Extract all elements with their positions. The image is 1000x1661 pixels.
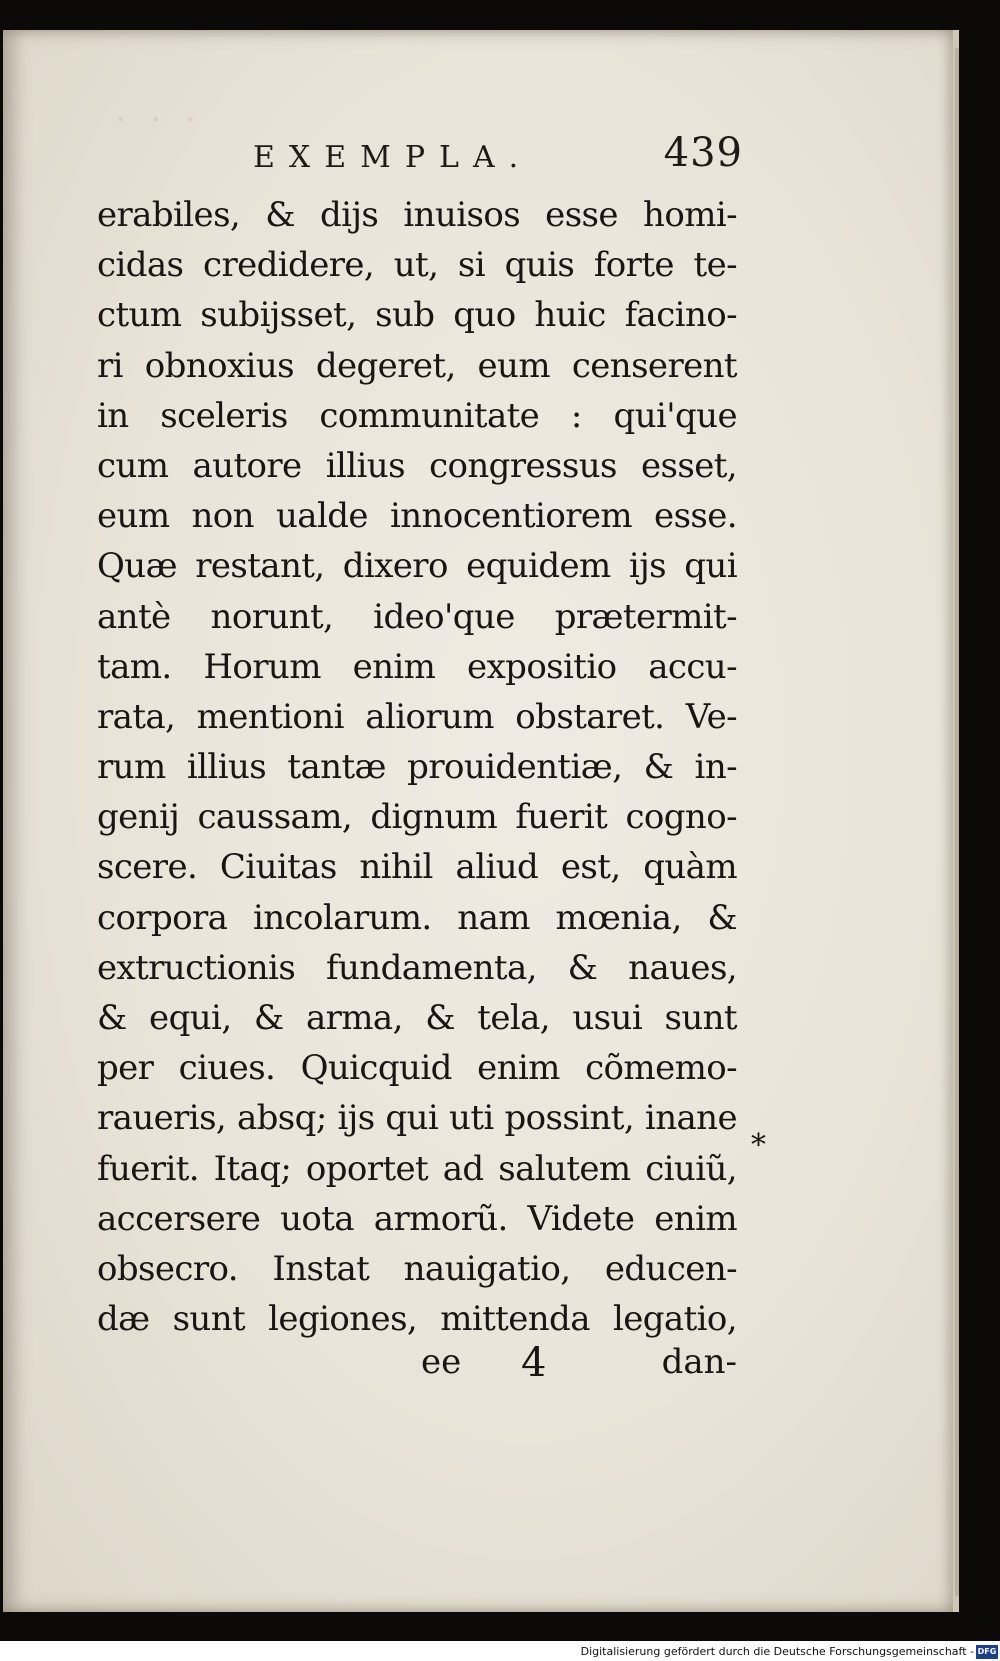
body-text [97,190,737,1344]
text-line: raueris, absq; ijs qui uti possint, inane [97,1098,737,1139]
text-line: eum non ualde innocentiorem esse. [97,496,737,537]
text-line: cum autore illius congressus esset, [97,445,737,486]
text-line: accersere uota armorũ. Videte enim [97,1198,737,1239]
marginal-asterisk: * [751,1128,766,1163]
text-line: ctum subijsset, sub quo huic facino- [97,295,737,336]
text-line: fuerit. Itaq; oportet ad salutem ciuiũ, [97,1148,737,1189]
text-line: dæ sunt legiones, mittenda legatio, [97,1299,737,1340]
text-line: rum illius tantæ prouidentiæ, & in- [97,747,737,788]
text-line: corpora incolarum. nam mœnia, & [97,897,737,938]
page-number: 439 [663,130,743,176]
text-line: antè norunt, ideo'que prætermit- [97,596,737,637]
running-title: EXEMPLA. [253,140,533,175]
text-line: rata, mentioni aliorum obstaret. Ve- [97,696,737,737]
text-line: extructionis fundamenta, & naues, [97,947,737,988]
footer-bar [0,1641,1000,1661]
text-line: Quæ restant, dixero equidem ijs qui [97,546,737,587]
text-line: genij caussam, dignum fuerit cogno- [97,797,737,838]
dfg-logo: DFG [976,1645,998,1659]
page-header [253,130,743,180]
catchword: dan- [661,1342,737,1382]
text-line: per ciues. Quicquid enim cõmemo- [97,1048,737,1089]
text-line: erabiles, & dijs inuisos esse homi- [97,195,737,235]
text-line: scere. Ciuitas nihil aliud est, quàm [97,847,737,888]
catchword-line [421,1338,737,1388]
text-line: obsecro. Instat nauigatio, educen- [97,1248,737,1289]
signature-mark: ee [421,1342,462,1382]
text-line: & equi, & arma, & tela, usui sunt [97,998,737,1038]
sheet-number: 4 [521,1340,547,1386]
text-line: in sceleris communitate : qui'que [97,395,737,436]
funding-credit: Digitalisierung gefördert durch die Deutsche Forschungsgemeinschaft - [580,1645,974,1658]
page-edge [955,48,959,1596]
text-line: tam. Horum enim expositio accu- [97,646,737,687]
show-through-text: · · · [115,100,203,141]
text-line: ri obnoxius degeret, eum censerent [97,345,737,386]
book-page [3,30,959,1612]
text-line: cidas credidere, ut, si quis forte te- [97,245,737,286]
